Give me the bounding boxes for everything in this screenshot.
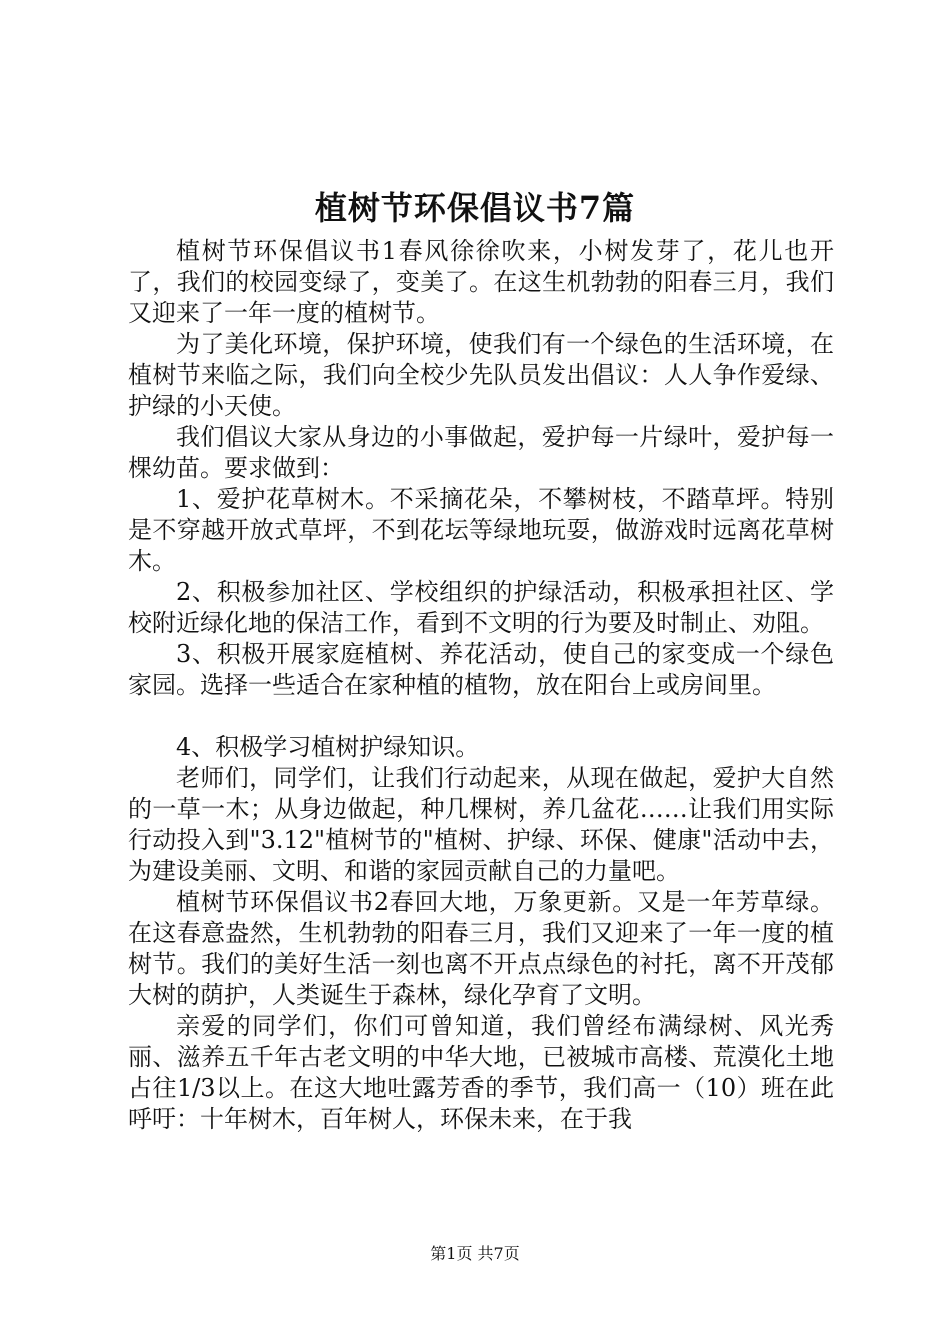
list-item-3: 3、积极开展家庭植树、养花活动，使自己的家变成一个绿色家园。选择一些适合在家种植的植物，放在阳台上或房间里。 bbox=[128, 640, 834, 699]
list-item-4: 4、积极学习植树护绿知识。 bbox=[176, 733, 480, 761]
paragraph-proposal-2-body: 亲爱的同学们，你们可曾知道，我们曾经布满绿树、风光秀丽、滋养五千年古老文明的中华大地，已被城市高楼、荒漠化土地占往1/3以上。在这大地吐露芳香的季节，我们高一（10）班在此呼吁：十年树木，百年树人，环保未来，在于我 bbox=[128, 1012, 834, 1133]
list-item-1: 1、爱护花草树木。不采摘花朵，不攀树枝，不踏草坪。特别是不穿越开放式草坪，不到花坛等绿地玩耍，做游戏时远离花草树木。 bbox=[128, 485, 834, 575]
document-body bbox=[128, 236, 834, 1135]
page-footer: 第1页 共7页 bbox=[430, 1244, 520, 1263]
list-item-2: 2、积极参加社区、学校组织的护绿活动，积极承担社区、学校附近绿化地的保洁工作，看到不文明的行为要及时制止、劝阻。 bbox=[128, 578, 834, 637]
document-title: 植树节环保倡议书7篇 bbox=[314, 189, 636, 227]
paragraph-proposal-2-intro: 植树节环保倡议书2春回大地，万象更新。又是一年芳草绿。在这春意盎然，生机勃勃的阳春三月，我们又迎来了一年一度的植树节。我们的美好生活一刻也离不开点点绿色的衬托，离不开茂郁大树的荫护，人类诞生于森林，绿化孕育了文明。 bbox=[128, 888, 834, 1009]
paragraph-3: 我们倡议大家从身边的小事做起，爱护每一片绿叶，爱护每一棵幼苗。要求做到： bbox=[128, 423, 834, 482]
paragraph-1: 植树节环保倡议书1春风徐徐吹来，小树发芽了，花儿也开了，我们的校园变绿了，变美了。在这生机勃勃的阳春三月，我们又迎来了一年一度的植树节。 bbox=[128, 237, 834, 327]
paragraph-2: 为了美化环境，保护环境，使我们有一个绿色的生活环境，在植树节来临之际，我们向全校少先队员发出倡议：人人争作爱绿、护绿的小天使。 bbox=[128, 330, 834, 420]
paragraph-closing: 老师们，同学们，让我们行动起来，从现在做起，爱护大自然的一草一木；从身边做起，种几棵树，养几盆花……让我们用实际行动投入到"3.12"植树节的"植树、护绿、环保、健康"活动中去，为建设美丽、文明、和谐的家园贡献自己的力量吧。 bbox=[128, 764, 834, 885]
